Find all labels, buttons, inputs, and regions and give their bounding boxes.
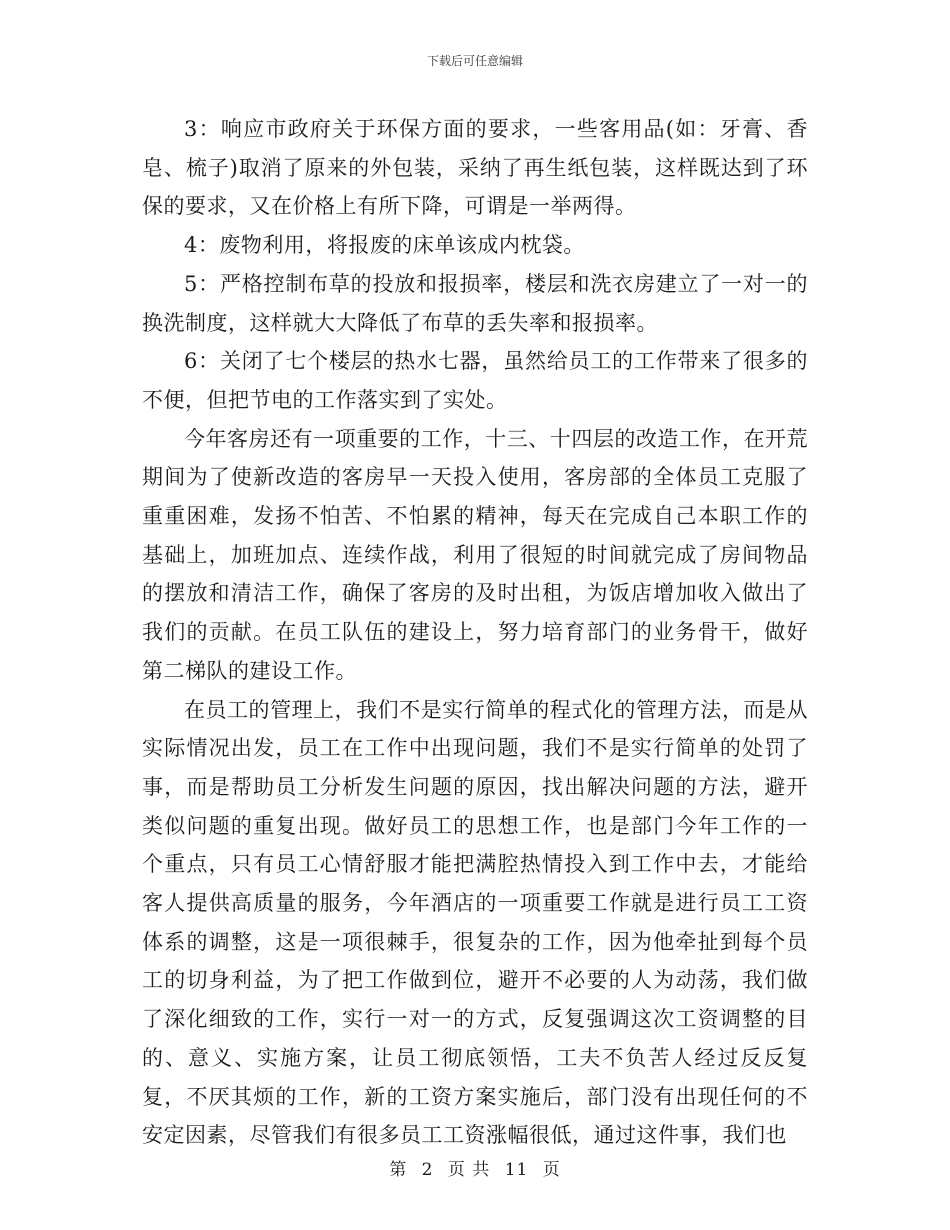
page-total: 11 (504, 1160, 529, 1180)
paragraph: 在员工的管理上，我们不是实行简单的程式化的管理方法，而是从实际情况出发，员工在工作中出现问题，我们不是实行简单的处罚了事，而是帮助员工分析发生问题的原因，找出解决问题的方法，避开类似问题的重复出现。做好员工的思想工作，也是部门今年工作的一个重点，只有员工心情舒服才能把满腔热情投入到工作中去，才能给客人提供高质量的服务，今年酒店的一项重要工作就是进行员工工资体系的调整，这是一项很棘手，很复杂的工作，因为他牵扯到每个员工的切身利益，为了把工作做到位，避开不必要的人为动荡，我们做了深化细致的工作，实行一对一的方式，反复强调这次工资调整的目的、意义、实施方案，让员工彻底领悟，工夫不负苦人经过反反复复，不厌其烦的工作，新的工资方案实施后，部门没有出现任何的不安定因素，尽管我们有很多员工工资涨幅很低，通过这件事，我们也 (142, 697, 808, 1148)
paragraph: 4：废物利用，将报废的床单该成内枕袋。 (184, 233, 585, 258)
page-number-suffix: 页 (542, 1160, 561, 1180)
paragraph: 今年客房还有一项重要的工作，十三、十四层的改造工作，在开荒期间为了使新改造的客房早一天投入使用，客房部的全体员工克服了重重困难，发扬不怕苦、不怕累的精神，每天在完成自己本职工作的基础上，加班加点、连续作战，利用了很短的时间就完成了房间物品的摆放和清洁工作，确保了客房的及时出租，为饭店增加收入做出了我们的贡献。在员工队伍的建设上，努力培育部门的业务骨干，做好第二梯队的建设工作。 (142, 426, 808, 683)
header-text: 下载后可任意编辑 (426, 54, 523, 68)
page-number-prefix: 第 (389, 1160, 408, 1180)
page-number: 2 (421, 1160, 434, 1180)
paragraph: 3：响应市政府关于环保方面的要求，一些客用品(如：牙膏、香皂、梳子)取消了原来的外包装，采纳了再生纸包装，这样既达到了环保的要求，又在价格上有所下降，可谓是一举两得。 (142, 117, 808, 219)
page-footer (0, 1155, 950, 1180)
page-header (0, 52, 950, 69)
page-number-middle: 页 共 (447, 1160, 491, 1180)
document-body (142, 110, 808, 1155)
paragraph: 6：关闭了七个楼层的热水七器，虽然给员工的工作带来了很多的不便，但把节电的工作落实到了实处。 (142, 349, 808, 412)
paragraph: 5：严格控制布草的投放和报损率，楼层和洗衣房建立了一对一的换洗制度，这样就大大降低了布草的丢失率和报损率。 (142, 271, 808, 335)
